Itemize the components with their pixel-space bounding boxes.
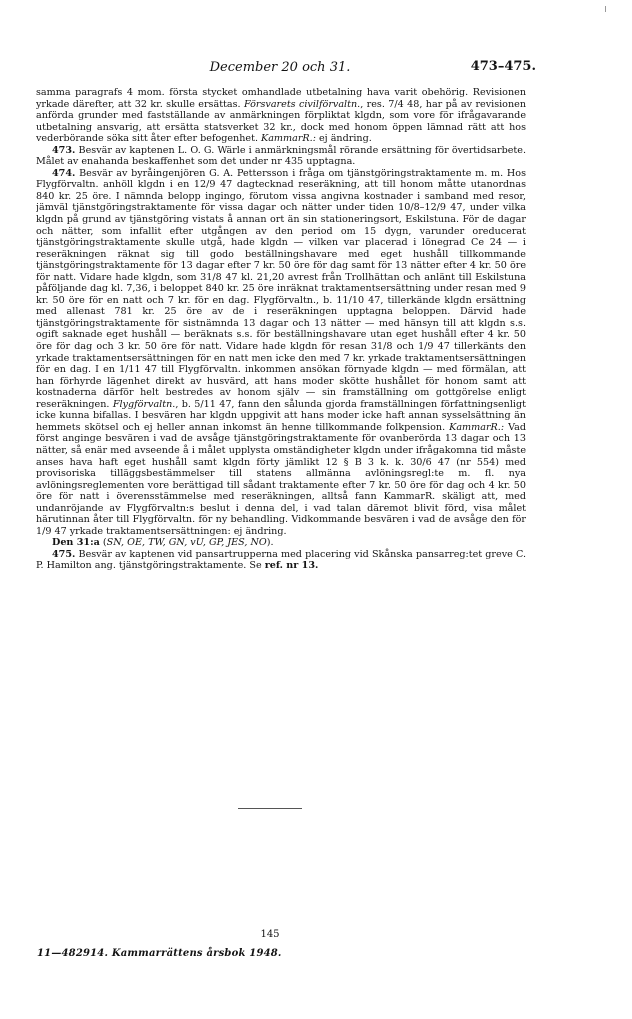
running-header-case-range: 473–475. [470, 59, 536, 74]
running-header-title: December 20 och 31. [209, 60, 351, 75]
case-number: 473. [52, 144, 76, 156]
edge-mark [605, 6, 606, 12]
text-run: Besvär av byråingenjören G. A. Pettersson i fråga om tjänstgöringstraktamente m. m. Hos Flygförvaltn. anhöll klgdn i en 12/9 47 dagtecknad reseräkning, att till honom måtte utanordnas 840 kr. 25 öre. I nämnda belopp ingingo, förutom vissa angivna kostnader i samband med resor, jämväl tjänstgöringstraktamente för vissa dagar och nätter under tiden 10/8–12/9 47, under vilka klgdn på grund av tjänstgöring vistats å annan ort än sin stationeringsort, Eskilstuna. För de dagar och nätter, som infallit efter utgången av den period om 15 dygn, varunder oreducerat tjänstgöringstraktamente skulle utgå, hade klgdn — vilken var placerad i lönegrad Ce 24 — i reseräkningen räknat sig till godo beställningshavare med eget hushåll tillkommande tjänstgöringstraktamente för 13 dagar efter 7 kr. 50 öre för dag samt för 13 nätter efter 4 kr. 50 öre för natt. Vidare hade klgdn, som 31/8 47 kl. 21,20 avrest från Trollhättan och anlänt till Eskilstuna påföljande dag kl. 7,36, i beloppet 840 kr. 25 öre inräknat traktamentsersättning under resan med 9 kr. 50 öre för en natt och 7 kr. för en dag. Flygförvaltn., b. 11/10 47, tillerkände klgdn ersättning med allenast 781 kr. 25 öre av de i reseräkningen upptagna beloppen. Därvid hade tjänstgöringstraktamente för sistnämnda 13 dagar och 13 nätter — med hänsyn till att klgdn s.s. ogift saknade eget hushåll — beräknats s.s. för beställningshavare utan eget hushåll efter 4 kr. 50 öre för dag och 3 kr. 50 öre för natt. Vidare hade klgdn för resan 31/8 och 1/9 47 tillerkänts den yrkade traktamentsersättningen för en natt men icke den med 7 kr. yrkade traktamentsersättningen för en dag. I en 1/11 47 till Flygförvaltn. inkommen ansökan förnyade klgdn — med förmälan, att han förhyrde lägenhet direkt av husvärd, att hans moder skötte hushållet för honom samt att kostnaderna därför helt bestredes av honom själv — sin framställning om gottgörelse enligt reseräkningen. [36, 167, 526, 410]
text-run: Besvär av kaptenen vid pansartrupperna med placering vid Skånska pansarreg:tet greve C. P. Hamilton ang. tjänstgöringstraktamente. Se [36, 548, 526, 572]
paragraph-continuation [36, 87, 526, 145]
case-number: 474. [52, 167, 76, 179]
text-run: ( [99, 537, 107, 549]
date-line-31 [36, 537, 526, 549]
text-run: Den 31:a [52, 537, 100, 549]
text-run: ). [266, 537, 274, 549]
text-run: Vad först anginge besvären i vad de avsåge tjänstgöringstraktamente för ovanberörda 13 dagar och 13 nätter, så enär med avseende å i målet upplysta omständigheter klgdn under ifrågakomna tid måste anses hava haft eget hushåll samt klgdn förty jämlikt 12 § B 3 k. k. 30/6 47 (nr 554) med provisoriska tilläggsbestämmelser till statens allmänna avlöningsregl:te m. fl. nya avlöningsreglementen vore berättigad till sådant traktamente efter 7 kr. 50 öre för dag och 4 kr. 50 öre för natt i överensstämmelse med reseräkningen, alltså fann KammarR. skäligt att, med undanröjande av Flygförvaltn:s beslut i denna del, i vad talan däremot blivit förd, visa målet härutinnan åter till Flygförvaltn. för ny behandling. Vidkommande besvären i vad de avsåge den för 1/9 47 yrkade traktamentsersättningen: ej ändring. [36, 421, 526, 537]
paragraph-473 [36, 145, 526, 168]
text-run: KammarR.: [449, 421, 505, 433]
text-run: SN, OE, TW, GN, vU, GP, JES, NO [106, 537, 267, 549]
paragraph-474 [36, 168, 526, 538]
case-number: 475. [52, 548, 76, 560]
section-divider [238, 808, 302, 809]
text-run: , res. 7/4 48, har på av revisionen anförda grunder med fastställande av anmärkningen förpliktat klgdn, som vore för ifrågavarande utbetalning ansvarig, att ersätta statsverket 32 kr., dock med honom öppen lämnad rätt att hos vederbörande söka sitt åter efter befogenhet. [36, 98, 526, 145]
text-run: Besvär av kaptenen L. O. G. Wärle i anmärkningsmål rörande ersättning för övertidsarbete. Målet av enahanda beskaffenhet som det under nr 435 upptagna. [36, 144, 526, 168]
page-number: 145 [260, 929, 280, 940]
text-run: , b. 5/11 47, fann den sålunda gjorda framställningen författningsenligt icke kunna bifallas. I besvären har klgdn uppgivit att hans moder icke haft annan sysselsättning än hemmets skötsel och ej heller annan inkomst än henne tillkommande folkpension. [36, 398, 526, 433]
text-run: Försvarets civilförvaltn. [244, 98, 361, 110]
text-run: ej ändring. [315, 133, 372, 145]
body-text [36, 87, 526, 787]
text-run: KammarR.: [261, 133, 316, 145]
text-run: ref. nr 13. [264, 560, 319, 572]
text-run: samma paragrafs 4 mom. första stycket omhandlade utbetalning hava varit obehörig. Revisionen yrkade därefter, att 32 kr. skulle ersättas. [36, 87, 526, 110]
text-run: Flygförvaltn. [112, 398, 176, 410]
footer-line: 11—482914. Kammarrättens årsbok 1948. [37, 948, 282, 959]
paragraph-475 [36, 549, 526, 572]
